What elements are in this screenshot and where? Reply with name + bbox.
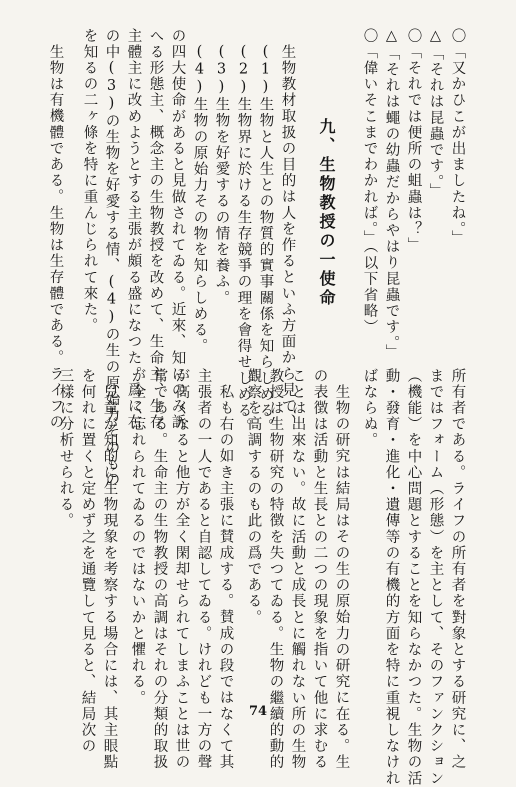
paragraph-line: (1)生物と人生との物質的實事關係を知らしめる。 <box>257 44 274 435</box>
page-number: 74 <box>248 704 268 719</box>
paragraph-line: 三樣に分析せられる。 <box>57 368 74 529</box>
paragraph-line: 兒童が知的に生物現象を考察する場合には、其主眼點 <box>101 384 118 771</box>
paragraph-line: が高くなると他方が全く閑却せられてしまふことは世の <box>173 368 190 771</box>
paragraph-line: ばならぬ。 <box>361 368 378 449</box>
dialogue-line-5: 〇「偉いそこまでわかれば。」（以下省略） <box>361 28 378 336</box>
paragraph-line: ことは出來ない。故に活動と成長とに觸れない所の生物 <box>289 368 306 771</box>
paragraph-line: 所有者である。ライフの所有者を對象とする研究に、之 <box>449 368 466 771</box>
paragraph-line: 生物の研究は結局はその生の原始力の研究に在る。生 <box>333 384 350 771</box>
paragraph-line: (4)生物の原始力その物を知らしめる。 <box>191 44 208 355</box>
paragraph-line: 觀察を高調するのも此の爲である。 <box>245 368 262 626</box>
paragraph-line: 主張者の一人であると自認してゐる。けれども一方の聲 <box>195 368 212 771</box>
paragraph-line: へる形態主、概念主の生物教授を改めて、生命主、生存 <box>147 28 164 431</box>
paragraph-line: を何れに置くと定めず之を通覽して見ると、結局次の <box>79 368 96 755</box>
paragraph-line: 常である。生命主の生物教授の高調はそれの分類的取扱 <box>151 368 168 771</box>
paragraph-line: の表徴は活動と生長との二つの現象を指いて他に求むる <box>311 368 328 771</box>
section-heading: 九、生物教授の一使命 <box>317 118 336 308</box>
paragraph-line: 生物は有機體である。生物は生存體である。ライフの <box>47 44 64 431</box>
dialogue-line-4: △「それは蠅の幼蟲だからやはり昆蟲です。」 <box>383 28 400 361</box>
paragraph-line: の四大使命があると見做されてゐる。近來、知にのみ訴 <box>169 28 186 431</box>
paragraph-line: 主體主に改めようとする主張が頗る盛になつた。爲に右 <box>125 28 142 431</box>
paragraph-line: 生物教材取扱の目的は人を作るといふ方面から見て、 <box>279 44 296 431</box>
dialogue-line-2: △「それは昆蟲です。」 <box>427 28 444 200</box>
paragraph-line: を知るの二ヶ條を特に重んじられて來た。 <box>81 28 98 334</box>
paragraph-line: まではフォーム（形態）を主として、そのファンクション <box>427 368 444 787</box>
paragraph-line: が全く忘れられてゐるのではないかと懼れる。 <box>129 368 146 707</box>
dialogue-line-3: 〇「それでは便所の蛆蟲は？」 <box>405 28 422 254</box>
paragraph-line: (3)生物を好愛するの情を養ふ。 <box>213 44 230 307</box>
paragraph-line: 動・發育・進化・遺傳等の有機的方面を特に重視しなけれ <box>383 368 400 787</box>
paragraph-line: 私も右の如き主張に賛成する。賛成の段ではなくて其 <box>217 384 234 771</box>
paragraph-line: 教授は生物研究の特徴を失つてゐる。生物の繼續的動的 <box>267 368 284 771</box>
paragraph-line: (2)生物界に於ける生存競爭の理を會得せしめる。 <box>235 44 252 435</box>
paragraph-line: の中(3)の生物を好愛する情、(4)の生の原始力そのもの <box>103 28 120 488</box>
paragraph-line: （機能）を中心問題とすることを知らなかつた。生物の活 <box>405 368 422 787</box>
dialogue-line-1: 〇「又かひこが出ましたね。」 <box>449 28 466 247</box>
